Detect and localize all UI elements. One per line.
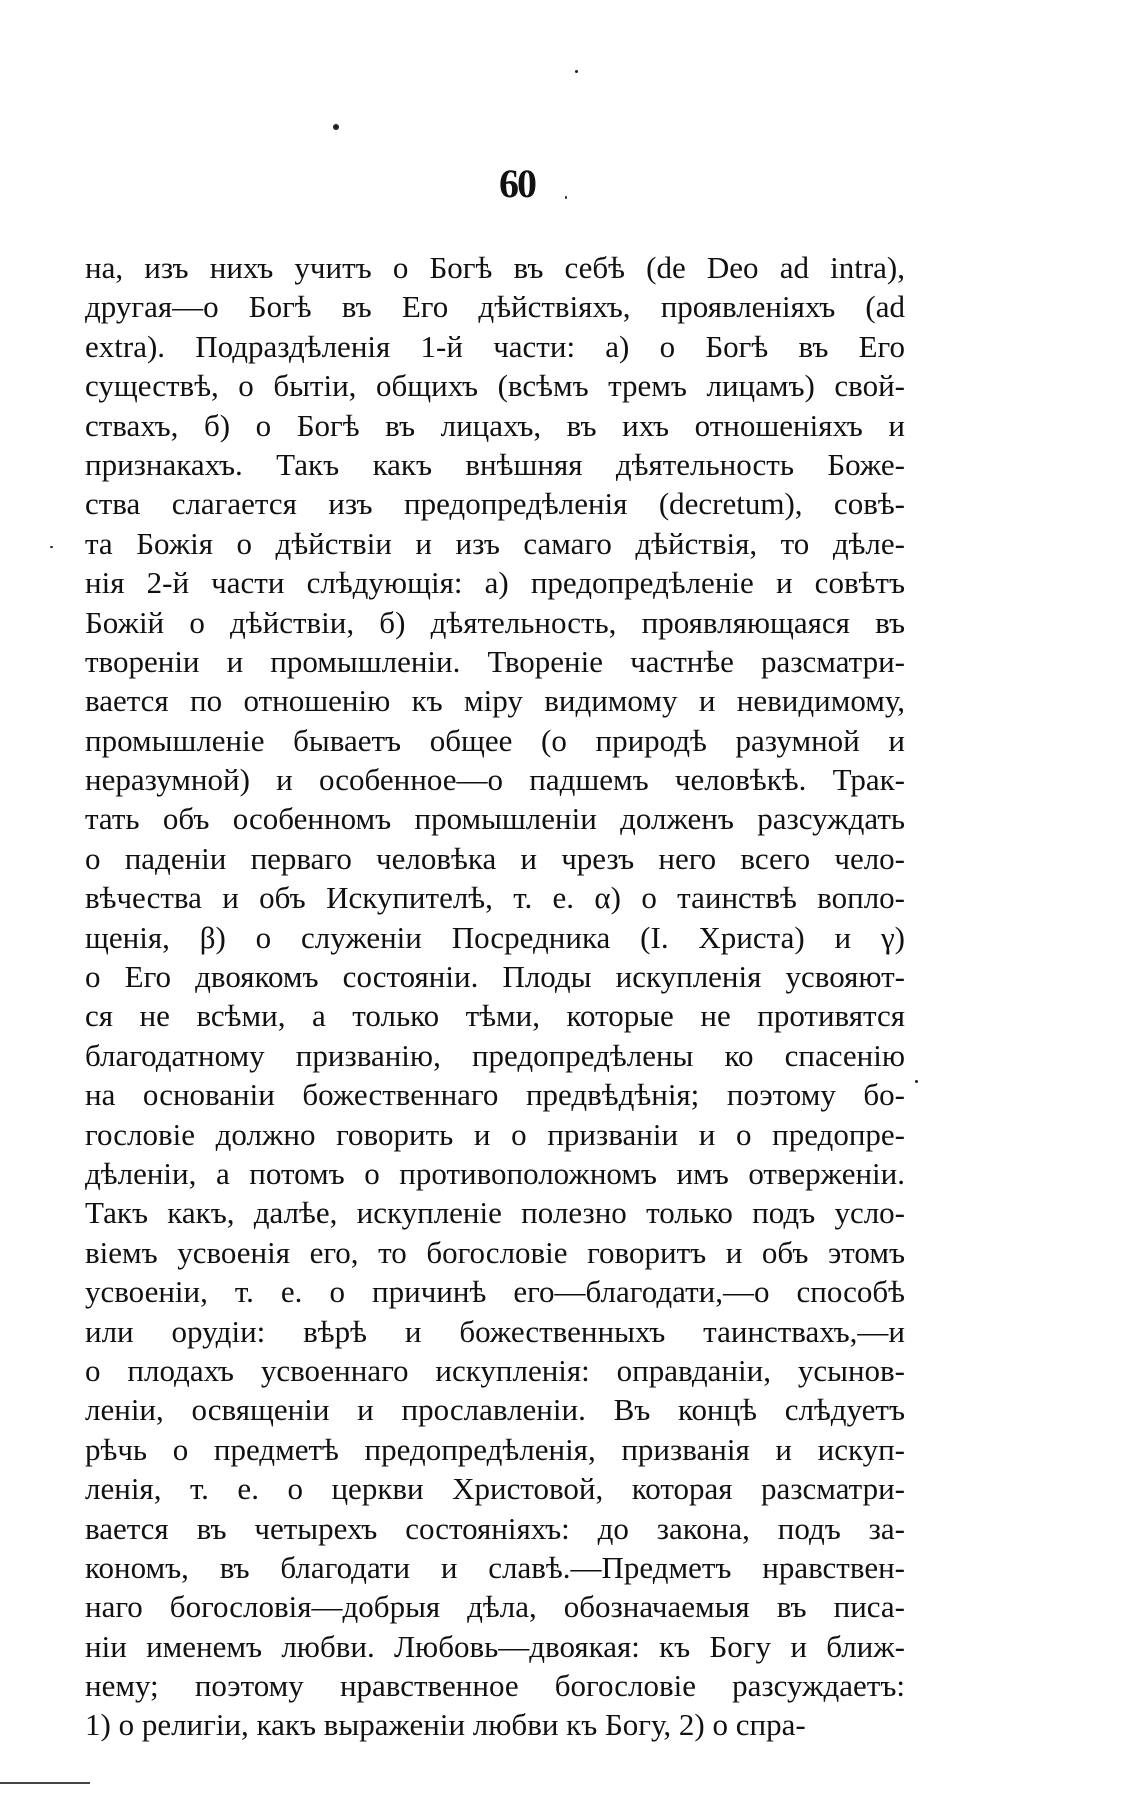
- text-line: нему; поэтому нравственное богословіе разсуждаетъ:: [85, 1668, 905, 1704]
- text-line: на основаніи божественнаго предвѣдѣнія; поэтому бо-: [85, 1077, 905, 1113]
- text-line: неразумной) и особенное—о падшемъ человѣкѣ. Трак-: [85, 762, 905, 798]
- ink-speck: [565, 196, 567, 199]
- ink-speck: [575, 70, 578, 73]
- text-line: віемъ усвоенія его, то богословіе говоритъ и объ этомъ: [85, 1234, 905, 1270]
- text-line: леніи, освященіи и прославленіи. Въ концѣ слѣдуетъ: [85, 1392, 905, 1428]
- text-line: вается по отношенію къ міру видимому и невидимому,: [85, 683, 905, 719]
- text-line: промышленіе бываетъ общее (о природѣ разумной и: [85, 722, 905, 758]
- scan-edge-rule: [0, 1782, 90, 1784]
- text-line: или орудіи: вѣрѣ и божественныхъ таинствахъ,—и: [85, 1313, 905, 1349]
- text-line: усвоеніи, т. е. о причинѣ его—благодати,—о способѣ: [85, 1274, 905, 1310]
- text-line: та Божія о дѣйствіи и изъ самаго дѣйствія, то дѣле-: [85, 525, 905, 561]
- text-line: ленія, т. е. о церкви Христовой, которая разсматри-: [85, 1471, 905, 1507]
- text-line: ствахъ, б) о Богѣ въ лицахъ, въ ихъ отношеніяхъ и: [85, 407, 905, 443]
- text-line: щенія, β) о служеніи Посредника (І. Христа) и γ): [85, 919, 905, 955]
- text-line: признакахъ. Такъ какъ внѣшняя дѣятельность Боже-: [85, 446, 905, 482]
- text-line: ства слагается изъ предопредѣленія (decretum), совѣ-: [85, 486, 905, 522]
- text-line: благодатному призванію, предопредѣлены ко спасенію: [85, 1037, 905, 1073]
- text-line: о паденіи перваго человѣка и чрезъ него всего чело-: [85, 840, 905, 876]
- ink-speck: [333, 124, 339, 130]
- text-line: твореніи и промышленіи. Твореніе частнѣе разсматри-: [85, 643, 905, 679]
- text-line: ніи именемъ любви. Любовь—двоякая: къ Богу и ближ-: [85, 1628, 905, 1664]
- text-line: вается въ четырехъ состояніяхъ: до закона, подъ за-: [85, 1510, 905, 1546]
- text-line: тать объ особенномъ промышленіи долженъ разсуждать: [85, 801, 905, 837]
- text-line: кономъ, въ благодати и славѣ.—Предметъ нравствен-: [85, 1549, 905, 1585]
- text-line: на, изъ нихъ учитъ о Богѣ въ себѣ (de Deo ad intra),: [85, 250, 905, 285]
- ink-speck: [915, 1080, 918, 1083]
- text-line: нія 2-й части слѣдующія: а) предопредѣленіе и совѣтъ: [85, 565, 905, 601]
- text-line: ся не всѣми, а только тѣми, которые не противятся: [85, 998, 905, 1034]
- text-line: дѣленіи, а потомъ о противоположномъ имъ отверженіи.: [85, 1155, 905, 1191]
- body-text: [85, 248, 905, 1745]
- text-line: гословіе должно говорить и о призваніи и о предопре-: [85, 1116, 905, 1152]
- ink-speck: [50, 546, 53, 548]
- text-line: рѣчь о предметѣ предопредѣленія, призванія и искуп-: [85, 1431, 905, 1467]
- text-line: существѣ, о бытіи, общихъ (всѣмъ тремъ лицамъ) свой-: [85, 368, 905, 404]
- text-line: другая—о Богѣ въ Его дѣйствіяхъ, проявленіяхъ (ad: [85, 289, 905, 325]
- text-line: о Его двоякомъ состояніи. Плоды искупленія усвояют-: [85, 959, 905, 995]
- text-line: 1) о религіи, какъ выраженіи любви къ Богу, 2) о спра-: [85, 1707, 806, 1743]
- text-line: Божій о дѣйствіи, б) дѣятельность, проявляющаяся въ: [85, 604, 905, 640]
- text-line: extra). Подраздѣленія 1-й части: а) о Богѣ въ Его: [85, 328, 905, 364]
- text-line: наго богословія—добрыя дѣла, обозначаемыя въ писа-: [85, 1589, 905, 1625]
- text-line: Такъ какъ, далѣе, искупленіе полезно только подъ усло-: [85, 1195, 905, 1231]
- page-number: 60: [499, 161, 535, 206]
- text-line: о плодахъ усвоеннаго искупленія: оправданіи, усынов-: [85, 1352, 905, 1388]
- text-line: вѣчества и объ Искупителѣ, т. е. α) о таинствѣ вопло-: [85, 880, 905, 916]
